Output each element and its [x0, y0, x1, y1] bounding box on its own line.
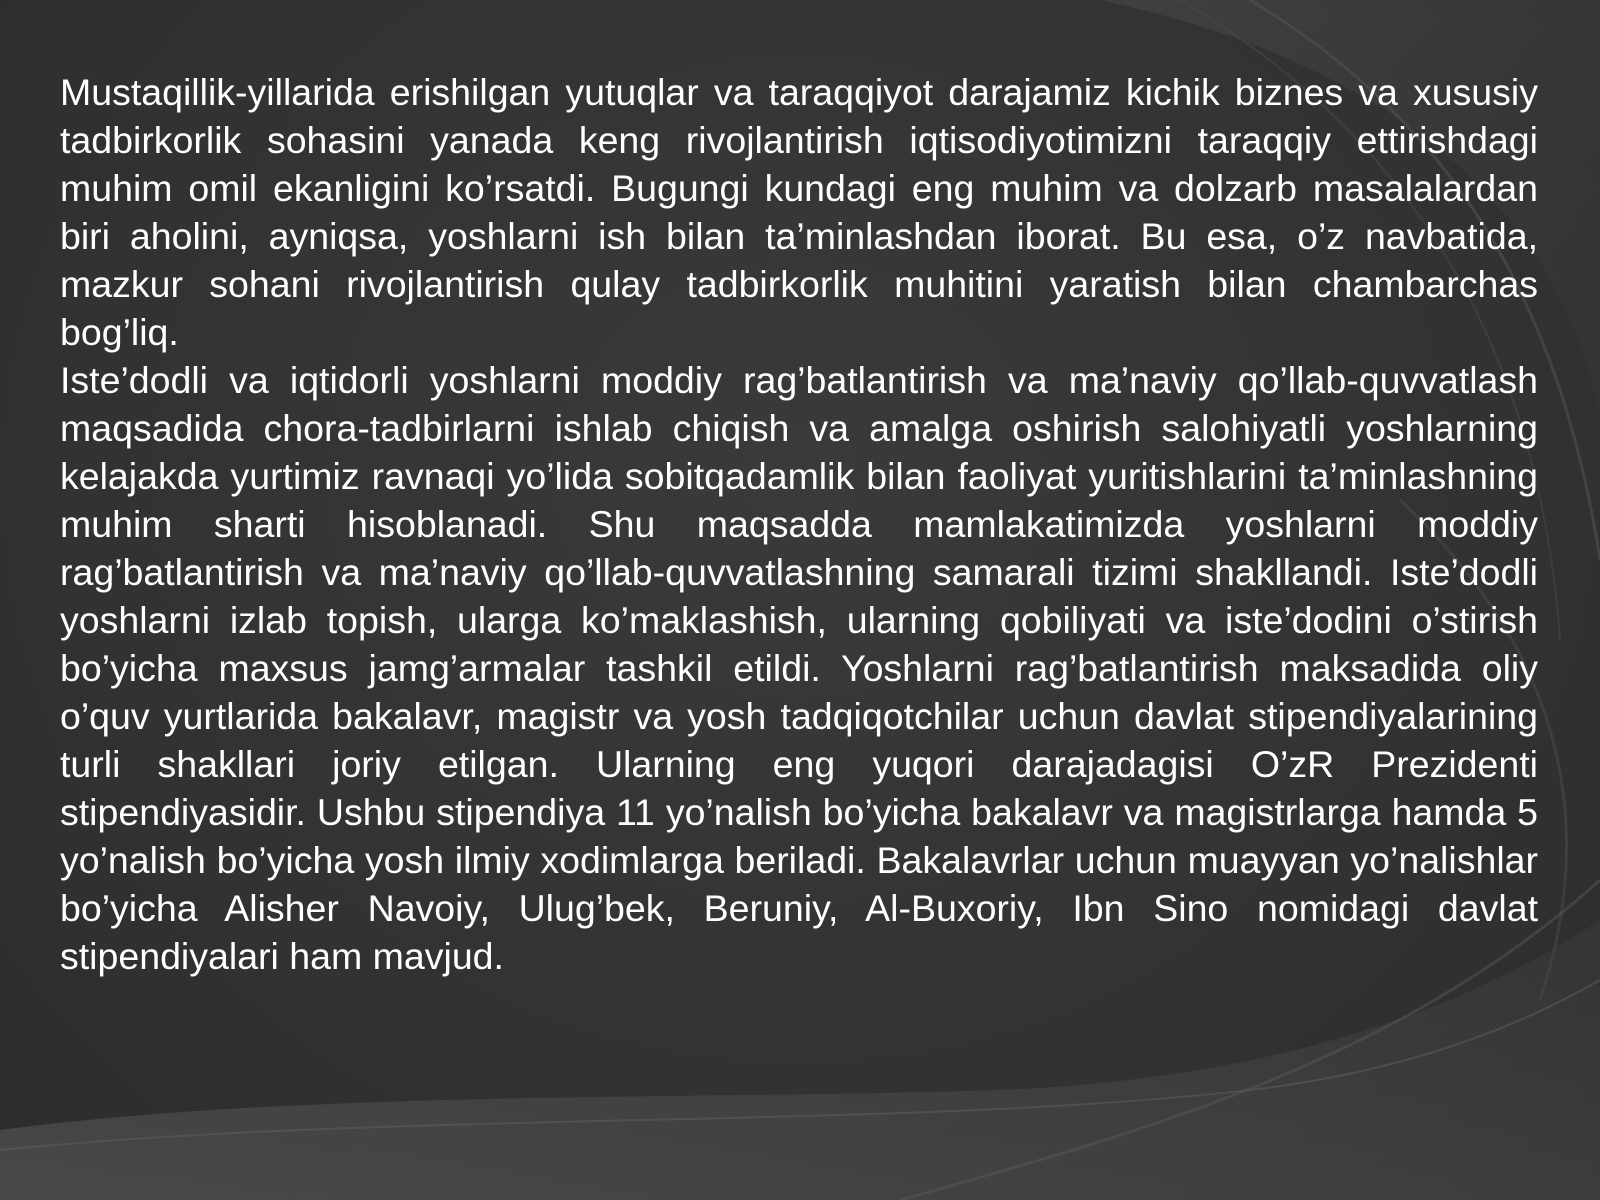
- paragraph-1: Mustaqillik-yillarida erishilgan yutuqlar va taraqqiyot darajamiz kichik biznes va xususiy tadbirkorlik sohasini yanada keng rivojlantirish iqtisodiyotimizni taraqqiy ettirishdagi muhim omil ekanligini ko’rsatdi. Bugungi kundagi eng muhim va dolzarb masalalardan biri aholini, ayniqsa, yoshlarni ish bilan ta’minlashdan iborat. Bu esa, o’z navbatida, mazkur sohani rivojlantirish qulay tadbirkorlik muhitini yaratish bilan chambarchas bog’liq.: [60, 71, 1538, 353]
- paragraph-2: Iste’dodli va iqtidorli yoshlarni moddiy rag’batlantirish va ma’naviy qo’llab-quvvatlash maqsadida chora-tadbirlarni ishlab chiqish va amalga oshirish salohiyatli yoshlarning kelajakda yurtimiz ravnaqi yo’lida sobitqadamlik bilan faoliyat yuritishlarini ta’minlashning muhim sharti hisoblanadi. Shu maqsadda mamlakatimizda yoshlarni moddiy rag’batlantirish va ma’naviy qo’llab-quvvatlashning samarali tizimi shakllandi. Iste’dodli yoshlarni izlab topish, ularga ko’maklashish, ularning qobiliyati va iste’dodini o’stirish bo’yicha maxsus jamg’armalar tashkil etildi. Yoshlarni rag’batlantirish maksadida oliy o’quv yurtlarida bakalavr, magistr va yosh tadqiqotchilar uchun davlat stipendiyalarining turli shakllari joriy etilgan. Ularning eng yuqori darajadagisi O’zR Prezidenti stipendiyasidir. Ushbu stipendiya 11 yo’nalish bo’yicha bakalavr va magistrlarga hamda 5 yo’nalish bo’yicha yosh ilmiy xodimlarga beriladi. Bakalavrlar uchun muayyan yo’nalishlar bo’yicha Alisher Navoiy, Ulug’bek, Beruniy, Al-Buxoriy, Ibn Sino nomidagi davlat stipendiyalari ham mavjud.: [60, 359, 1538, 977]
- slide-body-text: [60, 68, 1538, 980]
